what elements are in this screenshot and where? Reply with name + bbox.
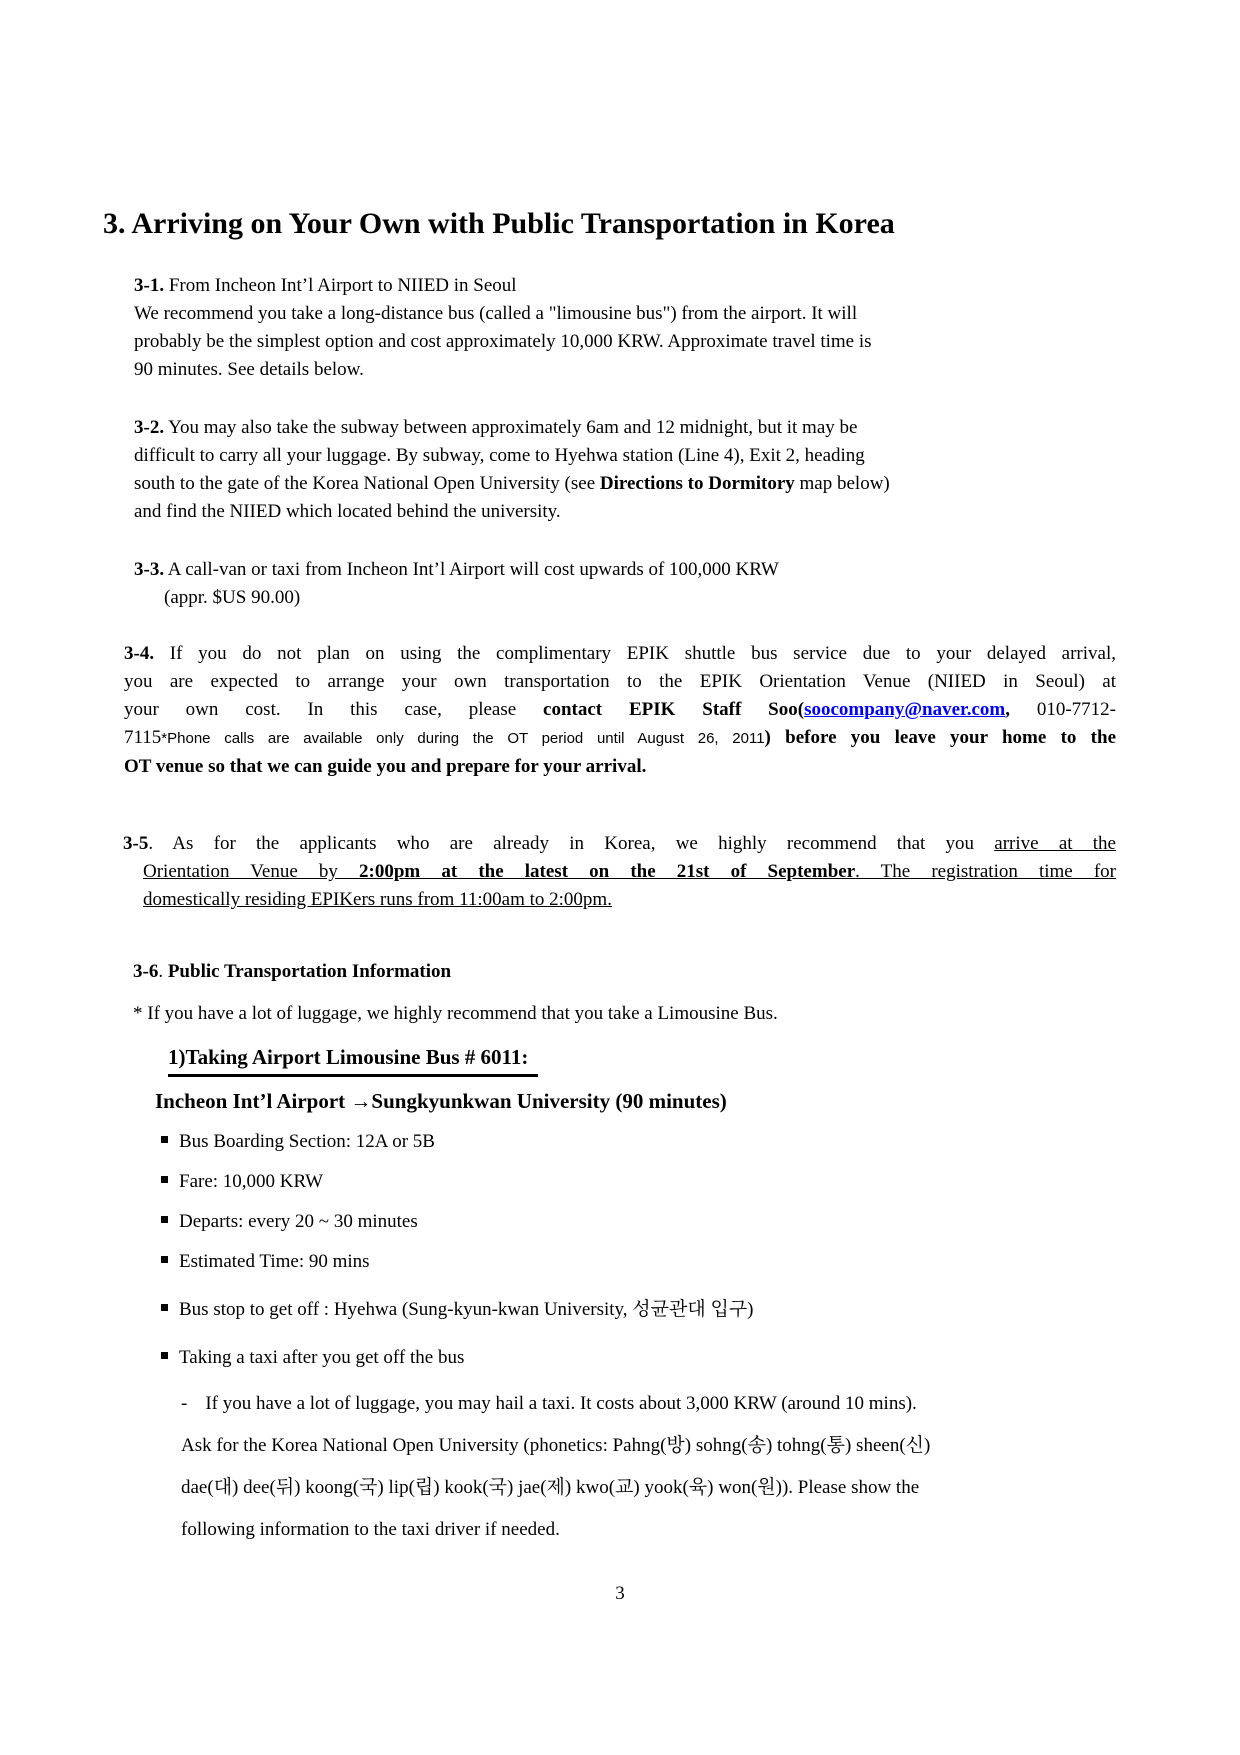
paragraph-line: We recommend you take a long-distance bus (called a "limousine bus") from the airport. It will [134, 303, 858, 324]
section-3-2 [134, 414, 1134, 526]
bus-info-list [161, 1128, 754, 1384]
square-bullet-icon [161, 1256, 168, 1263]
taxi-sub-item [181, 1383, 930, 1551]
section-label: 3-3. [134, 559, 165, 580]
paragraph-line: you are expected to arrange your own transportation to the EPIK Orientation Venue (NIIED in Seoul) at [124, 671, 1116, 692]
route-heading: Incheon Int’l Airport →Sungkyunkwan University (90 minutes) [155, 1089, 727, 1113]
square-bullet-icon [161, 1176, 168, 1183]
paragraph-line: following information to the taxi driver if needed. [181, 1519, 560, 1540]
paragraph-line: south to the gate of the Korea National Open University (see Directions to Dormitory map below) [134, 473, 890, 494]
paragraph-line: dae(대) dee(뒤) koong(국) lip(립) kook(국) jae(제) kwo(교) yook(육) won(원)). Please show the [181, 1477, 920, 1498]
list-item: Bus stop to get off : Hyehwa (Sung-kyun-kwan University, 성균관대 입구) [161, 1296, 754, 1324]
section-label: 3-4. [124, 643, 155, 664]
paragraph-line: 3-5. As for the applicants who are already in Korea, we highly recommend that you arrive at the [123, 833, 1116, 854]
paragraph-line: probably be the simplest option and cost approximately 10,000 KRW. Approximate travel time is [134, 331, 872, 352]
paragraph-line: Orientation Venue by 2:00pm at the latest on the 21st of September. The registration time for [143, 861, 1117, 882]
section-label: 3-1. [134, 275, 165, 296]
page-title: 3. Arriving on Your Own with Public Transportation in Korea [103, 207, 895, 240]
paragraph-line: difficult to carry all your luggage. By subway, come to Hyehwa station (Line 4), Exit 2, heading [134, 445, 865, 466]
list-item: Taking a taxi after you get off the bus [161, 1344, 754, 1372]
section-3-1 [134, 272, 1134, 384]
square-bullet-icon [161, 1304, 168, 1311]
dash-bullet: - [181, 1393, 188, 1414]
paragraph-line: 3-2. You may also take the subway between approximately 6am and 12 midnight, but it may be [134, 417, 858, 438]
section-3-3 [134, 556, 1134, 612]
limousine-bus-heading: 1)Taking Airport Limousine Bus # 6011: [168, 1042, 538, 1077]
luggage-note: * If you have a lot of luggage, we highly recommend that you take a Limousine Bus. [133, 1003, 778, 1024]
section-3-4 [124, 640, 1116, 781]
paragraph-line: - If you have a lot of luggage, you may hail a taxi. It costs about 3,000 KRW (around 10 mins). [181, 1393, 917, 1414]
paragraph-line: 7115*Phone calls are available only during the OT period until August 26, 2011) before you leave your home to the [124, 727, 1117, 748]
paragraph-line: 90 minutes. See details below. [134, 359, 364, 380]
list-item: Bus Boarding Section: 12A or 5B [161, 1128, 754, 1156]
phone-availability-note: *Phone calls are available only during the OT period until August 26, 2011 [161, 730, 765, 747]
list-item: Departs: every 20 ~ 30 minutes [161, 1208, 754, 1236]
paragraph-line: Ask for the Korea National Open University (phonetics: Pahng(방) sohng(송) tohng(통) sheen(신) [181, 1435, 931, 1456]
square-bullet-icon [161, 1136, 168, 1143]
paragraph-line: and find the NIIED which located behind the university. [134, 501, 561, 522]
section-label: 3-5 [123, 833, 149, 854]
section-label: 3-2. [134, 417, 165, 438]
paragraph-line: 3-4. If you do not plan on using the complimentary EPIK shuttle bus service due to your delayed arrival, [124, 643, 1116, 664]
paragraph-line: 3-3. A call-van or taxi from Incheon Int’l Airport will cost upwards of 100,000 KRW [134, 559, 779, 580]
square-bullet-icon [161, 1216, 168, 1223]
paragraph-line: (appr. $US 90.00) [164, 587, 301, 608]
page-number: 3 [615, 1583, 625, 1604]
paragraph-line: domestically residing EPIKers runs from 11:00am to 2:00pm. [143, 889, 612, 910]
square-bullet-icon [161, 1352, 168, 1359]
paragraph-line: OT venue so that we can guide you and prepare for your arrival. [124, 756, 647, 777]
section-3-6-heading: 3-6. Public Transportation Information [133, 961, 452, 982]
section-label: 3-6 [133, 961, 159, 982]
section-3-5 [123, 830, 1116, 914]
list-item: Estimated Time: 90 mins [161, 1248, 754, 1276]
paragraph-line: your own cost. In this case, please contact EPIK Staff Soo(soocompany@naver.com, 010-7712- [124, 699, 1117, 720]
section-3-1-heading-line: 3-1. From Incheon Int’l Airport to NIIED in Seoul [134, 275, 517, 296]
list-item: Fare: 10,000 KRW [161, 1168, 754, 1196]
email-link[interactable]: soocompany@naver.com [804, 699, 1006, 720]
